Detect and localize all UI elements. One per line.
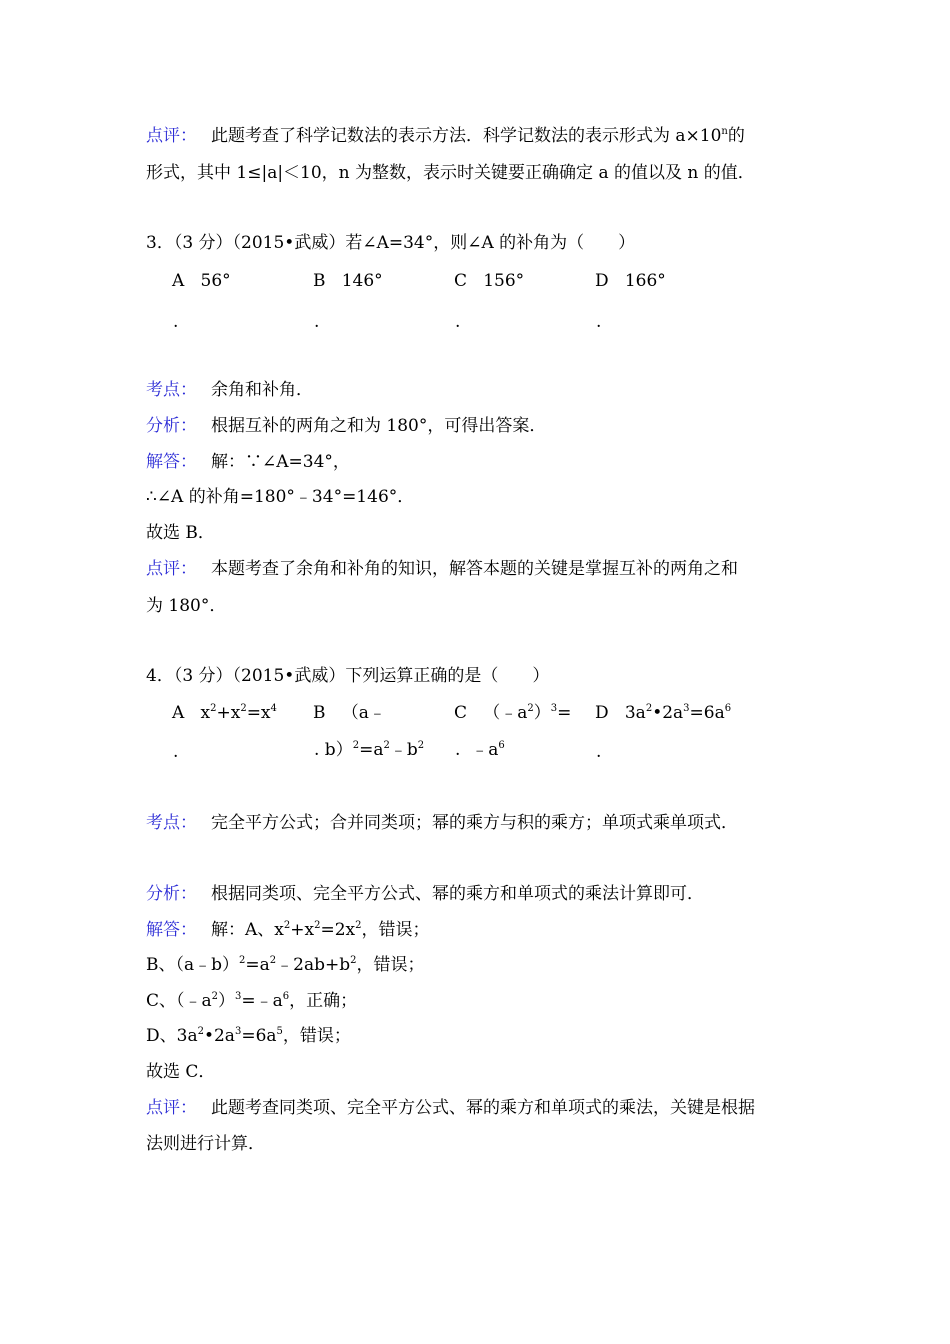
- q4-option-b-cont: . $b)^2=a^2﹣b^2$: [314, 740, 425, 760]
- q4-jieda-b: B、$(a﹣b)^2=a^2﹣2ab+b^2$，错误；: [146, 955, 425, 975]
- q3-fenxi: 分析： 根据互补的两角之和为 180°，可得出答案．: [146, 416, 547, 436]
- dianping-label: 点评：: [146, 126, 197, 146]
- q4-option-d-dot: .: [596, 742, 602, 762]
- q4-option-a-dot: .: [173, 742, 179, 762]
- review-q2-line2: 形式，其中 1≤|a|＜10，n 为整数，表示时关键要正确确定 a 的值以及 n 的值．: [146, 163, 755, 183]
- q3-dianping: 点评： 本题考查了余角和补角的知识，解答本题的关键是掌握互补的两角之和: [146, 559, 738, 579]
- q3-jieda-line2: ∴∠A 的补角=180°﹣34°=146°．: [146, 487, 415, 507]
- q4-jieda-d: D、$3a^2•2a^3=6a^5$，错误；: [146, 1026, 351, 1046]
- q4-fenxi: 分析： 根据同类项、完全平方公式、幂的乘方和单项式的乘法计算即可．: [146, 884, 704, 904]
- q3-stem: 3．（3 分）（2015•武威）若∠A=34°，则∠A 的补角为（ ）: [146, 233, 636, 253]
- q4-option-a: A $x^2+x^2=x^4$: [172, 703, 277, 723]
- q3-jieda-line3: 故选 B．: [146, 523, 215, 543]
- q4-dianping: 点评： 此题考查同类项、完全平方公式、幂的乘方和单项式的乘法，关键是根据: [146, 1098, 755, 1118]
- q4-option-b: B （a﹣: [313, 703, 386, 723]
- q3-option-a: A 56°: [172, 271, 231, 291]
- q4-jieda: 解答： 解：A、$x^2+x^2=2x^2$，错误；: [146, 920, 430, 940]
- q4-stem: 4．（3 分）（2015•武威）下列运算正确的是（ ）: [146, 666, 550, 686]
- q4-option-c-cont: . $﹣a^6$: [455, 740, 505, 760]
- q4-jieda-c: C、$(﹣a^2)^3=﹣a^6$，正确；: [146, 991, 358, 1011]
- review-q2-line1: 点评： 此题考查了科学记数法的表示方法．科学记数法的表示形式为 $a\times 10^n$的: [146, 126, 745, 146]
- q4-jieda-end: 故选 C．: [146, 1062, 216, 1082]
- q3-option-b-dot: .: [314, 312, 320, 332]
- q3-option-c: C 156°: [454, 271, 525, 291]
- q3-option-d-dot: .: [596, 312, 602, 332]
- q3-option-c-dot: .: [455, 312, 461, 332]
- q4-option-c: C $(﹣a^2)^3=$: [454, 703, 572, 723]
- q4-kaodian: 考点： 完全平方公式；合并同类项；幂的乘方与积的乘方；单项式乘单项式．: [146, 813, 738, 833]
- q3-option-d: D 166°: [595, 271, 666, 291]
- q3-option-a-dot: .: [173, 312, 179, 332]
- q3-option-b: B 146°: [313, 271, 383, 291]
- q4-dianping-line2: 法则进行计算．: [146, 1134, 265, 1154]
- q3-dianping-line2: 为 180°．: [146, 596, 227, 616]
- q3-kaodian: 考点： 余角和补角．: [146, 380, 313, 400]
- q4-option-d: D $3a^2•2a^3=6a^6$: [595, 703, 732, 723]
- q3-jieda: 解答： 解：∵∠A=34°，: [146, 452, 350, 472]
